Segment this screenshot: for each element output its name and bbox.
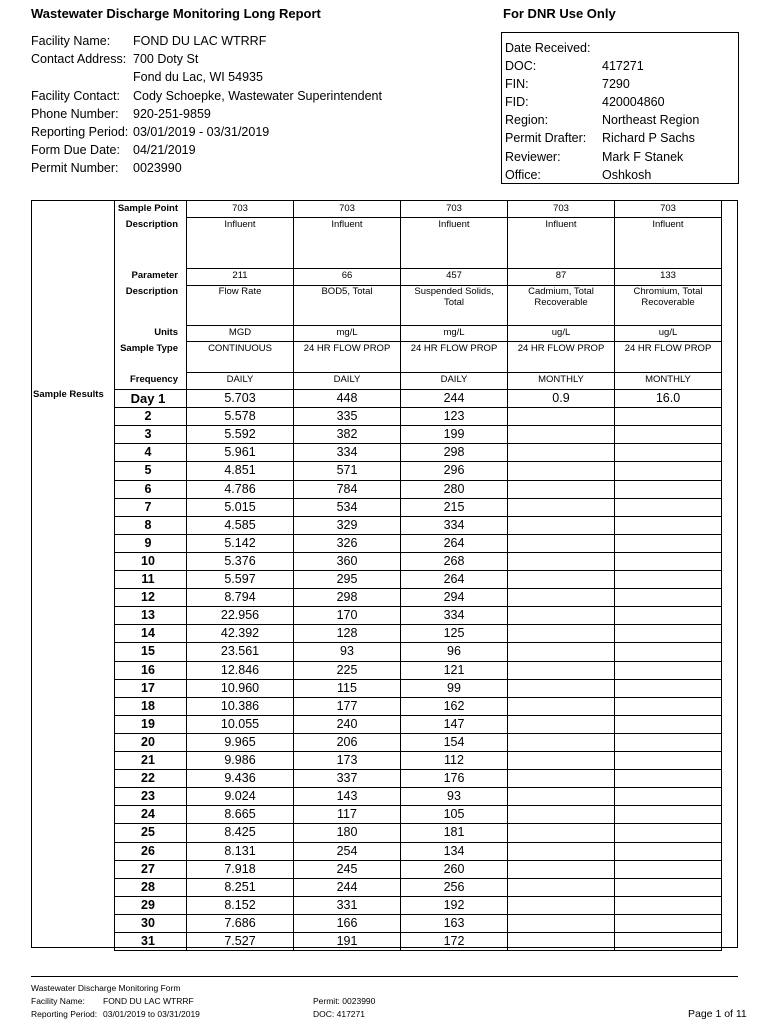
day-label: 23 — [141, 789, 155, 803]
footer-permit: Permit: 0023990 — [313, 996, 376, 1006]
parameter-description-label: Description — [125, 286, 178, 297]
sample-point-value: 703 — [660, 203, 676, 214]
description-value: Influent — [331, 219, 363, 230]
day-label: Day 1 — [130, 391, 166, 406]
phone-number-label: Phone Number: — [31, 106, 119, 121]
permit-drafter-label: Permit Drafter: — [505, 131, 587, 146]
results-row-border — [114, 552, 722, 553]
result-value: 329 — [336, 518, 358, 532]
header-row-border — [186, 372, 722, 373]
results-row-border — [114, 715, 722, 716]
sample-type-value: 24 HR FLOW PROP — [410, 343, 498, 354]
day-label: 21 — [141, 753, 155, 767]
result-value: 8.665 — [224, 807, 256, 821]
result-value: 162 — [443, 699, 465, 713]
day-label: 16 — [141, 663, 155, 677]
results-row-border — [114, 842, 722, 843]
frequency-value: DAILY — [333, 374, 361, 385]
contact-address-line2: Fond du Lac, WI 54935 — [133, 70, 263, 85]
frequency-value: MONTHLY — [538, 374, 584, 385]
result-value: 225 — [336, 663, 358, 677]
day-label: 30 — [141, 916, 155, 930]
header-row-border — [186, 325, 722, 326]
result-value: 260 — [443, 862, 465, 876]
footer-period: 03/01/2019 to 03/31/2019 — [103, 1009, 200, 1019]
units-label: Units — [154, 327, 178, 338]
parameter-value: 66 — [341, 270, 353, 281]
day-label: 9 — [144, 536, 152, 550]
result-value: 0.9 — [552, 391, 570, 405]
sample-type-value: 24 HR FLOW PROP — [303, 343, 391, 354]
sample-type-label: Sample Type — [120, 343, 178, 354]
description-value: Influent — [545, 219, 577, 230]
reviewer-label: Reviewer: — [505, 149, 561, 164]
result-value: 181 — [443, 825, 465, 839]
fid-label: FID: — [505, 95, 529, 110]
results-row-border — [114, 498, 722, 499]
result-value: 334 — [336, 445, 358, 459]
results-row-border — [114, 606, 722, 607]
result-value: 244 — [443, 391, 465, 405]
day-label: 28 — [141, 880, 155, 894]
column-border — [614, 200, 615, 950]
result-value: 7.527 — [224, 934, 256, 948]
results-row-border — [114, 805, 722, 806]
column-border — [721, 200, 722, 950]
units-value: mg/L — [336, 327, 358, 338]
frequency-value: MONTHLY — [645, 374, 691, 385]
day-label: 10 — [141, 554, 155, 568]
result-value: 245 — [336, 862, 358, 876]
day-label: 6 — [144, 482, 152, 496]
result-value: 5.961 — [224, 445, 256, 459]
result-value: 166 — [336, 916, 358, 930]
results-row-border — [114, 443, 722, 444]
result-value: 22.956 — [220, 608, 260, 622]
day-label: 8 — [144, 518, 152, 532]
day-label: 15 — [141, 644, 155, 658]
contact-address-line1: 700 Doty St — [133, 52, 199, 67]
parameter-label: Parameter — [131, 270, 178, 281]
sample-type-value: CONTINUOUS — [208, 343, 272, 354]
result-value: 334 — [443, 518, 465, 532]
result-value: 96 — [447, 644, 461, 658]
result-value: 125 — [443, 626, 465, 640]
day-label: 4 — [144, 445, 152, 459]
day-label: 17 — [141, 681, 155, 695]
result-value: 121 — [443, 663, 465, 677]
form-due-date-label: Form Due Date: — [31, 143, 120, 158]
result-value: 268 — [443, 554, 465, 568]
facility-name-label: Facility Name: — [31, 34, 111, 48]
results-row-border — [114, 823, 722, 824]
date-received-label: Date Received: — [505, 41, 591, 55]
result-value: 128 — [336, 626, 358, 640]
results-row-border — [114, 624, 722, 625]
parameter-description-value-line2: Total — [443, 297, 465, 308]
form-due-date: 04/21/2019 — [133, 143, 196, 158]
result-value: 298 — [336, 590, 358, 604]
result-value: 5.592 — [224, 427, 256, 441]
description-value: Influent — [438, 219, 470, 230]
result-value: 5.578 — [224, 409, 256, 423]
result-value: 123 — [443, 409, 465, 423]
result-value: 382 — [336, 427, 358, 441]
permit-number-label: Permit Number: — [31, 161, 119, 176]
column-border — [507, 200, 508, 950]
day-label: 25 — [141, 825, 155, 839]
parameter-description-value: Chromium, Total — [633, 286, 703, 297]
result-value: 10.055 — [220, 717, 260, 731]
results-row-border — [114, 769, 722, 770]
result-value: 4.585 — [224, 518, 256, 532]
results-row-border — [114, 914, 722, 915]
result-value: 12.846 — [220, 663, 260, 677]
result-value: 9.965 — [224, 735, 256, 749]
result-value: 5.597 — [224, 572, 256, 586]
result-value: 16.0 — [655, 391, 681, 405]
parameter-description-value-line2: Recoverable — [641, 297, 695, 308]
result-value: 296 — [443, 463, 465, 477]
sample-results-label: Sample Results — [33, 389, 104, 400]
result-value: 99 — [447, 681, 461, 695]
result-value: 5.015 — [224, 500, 256, 514]
result-value: 9.024 — [224, 789, 256, 803]
reporting-period: 03/01/2019 - 03/31/2019 — [133, 124, 270, 139]
day-label: 2 — [144, 409, 152, 423]
fin-label: FIN: — [505, 77, 529, 92]
result-value: 4.851 — [224, 463, 256, 477]
parameter-description-value-line2: Recoverable — [534, 297, 588, 308]
day-label: 20 — [141, 735, 155, 749]
report-title: Wastewater Discharge Monitoring Long Report — [31, 6, 321, 21]
units-value: ug/L — [551, 327, 571, 338]
results-row-border — [114, 570, 722, 571]
day-label: 13 — [141, 608, 155, 622]
day-label: 12 — [141, 590, 155, 604]
sample-point-value: 703 — [553, 203, 569, 214]
day-label: 18 — [141, 699, 155, 713]
reporting-period-label: Reporting Period: — [31, 124, 129, 139]
results-row-border — [114, 642, 722, 643]
results-row-border — [114, 896, 722, 897]
result-value: 7.918 — [224, 862, 256, 876]
facility-contact-label: Facility Contact: — [31, 88, 120, 103]
result-value: 173 — [336, 753, 358, 767]
results-row-border — [114, 661, 722, 662]
result-value: 215 — [443, 500, 465, 514]
result-value: 448 — [336, 391, 358, 405]
result-value: 191 — [336, 934, 358, 948]
result-value: 5.703 — [224, 391, 256, 405]
results-row-border — [114, 516, 722, 517]
parameter-value: 211 — [232, 270, 248, 281]
header-row-border — [186, 341, 722, 342]
result-value: 199 — [443, 427, 465, 441]
header-row-border — [186, 217, 722, 218]
result-value: 8.794 — [224, 590, 256, 604]
result-value: 5.142 — [224, 536, 256, 550]
result-value: 134 — [443, 844, 465, 858]
result-value: 8.251 — [224, 880, 256, 894]
footer-facility: FOND DU LAC WTRRF — [103, 996, 194, 1006]
footer-doc: DOC: 417271 — [313, 1009, 365, 1019]
office-value: Oshkosh — [602, 167, 652, 182]
result-value: 112 — [444, 753, 464, 767]
results-row-border — [114, 425, 722, 426]
result-value: 9.436 — [224, 771, 256, 785]
result-value: 192 — [443, 898, 465, 912]
result-value: 254 — [336, 844, 358, 858]
fin-value: 7290 — [602, 77, 630, 92]
results-row-border — [114, 950, 722, 951]
day-label: 29 — [141, 898, 155, 912]
doc-value: 417271 — [602, 59, 644, 74]
description-value: Influent — [224, 219, 256, 230]
results-row-border — [114, 878, 722, 879]
results-row-border — [114, 932, 722, 933]
frequency-value: DAILY — [226, 374, 254, 385]
results-row-border — [114, 751, 722, 752]
reviewer-value: Mark F Stanek — [602, 149, 684, 164]
parameter-description-value: Flow Rate — [218, 286, 262, 297]
day-label: 26 — [141, 844, 155, 858]
result-value: 571 — [336, 463, 358, 477]
contact-address-label: Contact Address: — [31, 52, 127, 67]
result-value: 180 — [336, 825, 358, 839]
result-value: 8.131 — [224, 844, 256, 858]
units-value: MGD — [228, 327, 252, 338]
day-label: 14 — [141, 626, 155, 640]
results-row-border — [114, 588, 722, 589]
sample-type-value: 24 HR FLOW PROP — [517, 343, 605, 354]
results-row-border — [114, 480, 722, 481]
description-label: Description — [125, 219, 178, 230]
result-value: 240 — [336, 717, 358, 731]
result-value: 298 — [443, 445, 465, 459]
sample-point-value: 703 — [339, 203, 355, 214]
day-label: 5 — [144, 463, 152, 477]
footer-divider — [31, 976, 738, 977]
result-value: 172 — [443, 934, 465, 948]
results-row-border — [114, 407, 722, 408]
result-value: 784 — [336, 482, 358, 496]
result-value: 206 — [336, 735, 358, 749]
day-label: 11 — [141, 572, 155, 586]
day-label: 22 — [141, 771, 155, 785]
results-row-border — [114, 679, 722, 680]
result-value: 264 — [443, 536, 465, 550]
header-row-border — [186, 200, 722, 201]
result-value: 360 — [336, 554, 358, 568]
results-row-border — [114, 787, 722, 788]
office-label: Office: — [505, 167, 541, 182]
result-value: 93 — [340, 644, 354, 658]
day-label: 31 — [141, 934, 155, 948]
results-row-border — [114, 733, 722, 734]
result-value: 163 — [443, 916, 465, 930]
result-value: 5.376 — [224, 554, 256, 568]
result-value: 294 — [443, 590, 465, 604]
description-value: Influent — [652, 219, 684, 230]
result-value: 8.152 — [224, 898, 256, 912]
units-value: mg/L — [443, 327, 465, 338]
parameter-value: 87 — [555, 270, 567, 281]
result-value: 4.786 — [224, 482, 256, 496]
result-value: 177 — [336, 699, 358, 713]
results-row-border — [114, 697, 722, 698]
sample-type-value: 24 HR FLOW PROP — [624, 343, 712, 354]
results-row-border — [114, 534, 722, 535]
result-value: 170 — [336, 608, 358, 622]
parameter-description-value: Suspended Solids, — [414, 286, 494, 297]
result-value: 295 — [336, 572, 358, 586]
result-value: 10.386 — [220, 699, 260, 713]
result-value: 280 — [443, 482, 465, 496]
parameter-description-value: BOD5, Total — [321, 286, 373, 297]
result-value: 326 — [336, 536, 358, 550]
result-value: 154 — [443, 735, 465, 749]
region-label: Region: — [505, 113, 549, 128]
result-value: 23.561 — [220, 644, 260, 658]
result-value: 8.425 — [224, 825, 256, 839]
result-value: 256 — [443, 880, 465, 894]
parameter-value: 457 — [446, 270, 462, 281]
sample-point-value: 703 — [446, 203, 462, 214]
footer-period-label: Reporting Period: — [31, 1009, 98, 1019]
frequency-value: DAILY — [440, 374, 468, 385]
result-value: 264 — [443, 572, 465, 586]
region-value: Northeast Region — [602, 113, 700, 128]
parameter-value: 133 — [660, 270, 676, 281]
facility-info — [31, 32, 382, 178]
dnr-use-box — [501, 32, 739, 184]
parameter-description-value: Cadmium, Total — [528, 286, 594, 297]
units-value: ug/L — [658, 327, 678, 338]
facility-contact: Cody Schoepke, Wastewater Superintendent — [133, 88, 382, 103]
footer-facility-label: Facility Name: — [31, 996, 85, 1006]
fid-value: 420004860 — [602, 95, 665, 110]
results-top-border — [114, 389, 722, 390]
phone-number: 920-251-9859 — [133, 106, 211, 121]
result-value: 42.392 — [220, 626, 260, 640]
day-label: 27 — [141, 862, 155, 876]
header-row-border — [186, 268, 722, 269]
day-label: 7 — [144, 500, 152, 514]
result-value: 331 — [336, 898, 358, 912]
result-value: 334 — [443, 608, 465, 622]
result-value: 244 — [336, 880, 358, 894]
result-value: 9.986 — [224, 753, 256, 767]
result-value: 147 — [443, 717, 465, 731]
day-label: 19 — [141, 717, 155, 731]
result-value: 105 — [443, 807, 465, 821]
footer-form-name: Wastewater Discharge Monitoring Form — [31, 983, 181, 993]
result-value: 176 — [443, 771, 465, 785]
result-value: 10.960 — [220, 681, 260, 695]
dnr-use-title: For DNR Use Only — [503, 6, 616, 21]
day-label: 24 — [141, 807, 155, 821]
day-label: 3 — [144, 427, 152, 441]
permit-drafter-value: Richard P Sachs — [602, 131, 695, 146]
results-row-border — [114, 461, 722, 462]
result-value: 117 — [337, 807, 357, 821]
doc-label: DOC: — [505, 59, 537, 74]
result-value: 7.686 — [224, 916, 256, 930]
result-value: 337 — [336, 771, 358, 785]
sample-point-value: 703 — [232, 203, 248, 214]
results-row-border — [114, 860, 722, 861]
facility-name: FOND DU LAC WTRRF — [133, 34, 267, 48]
result-value: 534 — [336, 500, 358, 514]
sample-point-label: Sample Point — [117, 203, 178, 214]
result-value: 143 — [336, 789, 358, 803]
result-value: 115 — [337, 681, 357, 695]
permit-number: 0023990 — [133, 161, 182, 176]
page-number: Page 1 of 11 — [688, 1008, 747, 1020]
frequency-label: Frequency — [129, 374, 178, 385]
result-value: 335 — [336, 409, 358, 423]
result-value: 93 — [447, 789, 461, 803]
